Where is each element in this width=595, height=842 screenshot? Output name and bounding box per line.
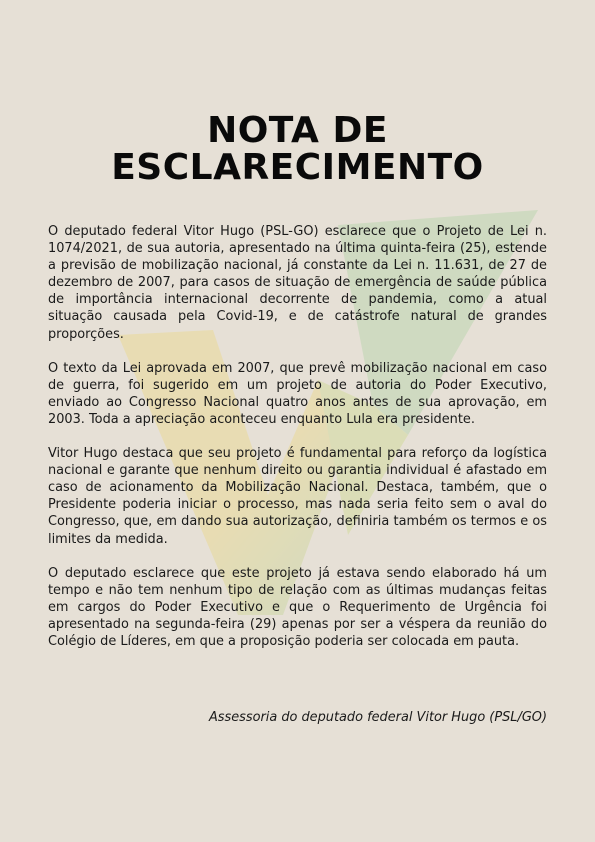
note-body — [48, 223, 547, 667]
signature: Assessoria do deputado federal Vitor Hugo (PSL/GO) — [208, 710, 547, 725]
paragraph-1: O deputado federal Vitor Hugo (PSL-GO) esclarece que o Projeto de Lei n. 1074/2021, de sua autoria, apresentado na última quinta-feira (25), estende a previsão de mobilização nacional, já constante da Lei n. 11.631, de 27 de dezembro de 2007, para casos de situação de emergência de saúde pública de importância internacional decorrente de pandemia, como a atual situação causada pela Covid-19, e de catástrofe natural de grandes proporções. — [48, 224, 547, 342]
paragraph-2: O texto da Lei aprovada em 2007, que prevê mobilização nacional em caso de guerra, foi sugerido em um projeto de autoria do Poder Executivo, enviado ao Congresso Nacional quatro anos antes de sua aprovação, em 2003. Toda a apreciação aconteceu enquanto Lula era presidente. — [48, 360, 547, 427]
title-line-2: ESCLARECIMENTO — [111, 147, 484, 188]
title-line-1: NOTA DE — [207, 110, 388, 151]
paragraph-3: Vitor Hugo destaca que seu projeto é fundamental para reforço da logística nacional e garante que nenhum direito ou garantia individual é afastado em caso de acionamento da Mobilização Nacional. Destaca, também, que o Presidente poderia iniciar o processo, mas nada seria feito sem o aval do Congresso, que, em dando sua autorização, definiria também os termos e os limites da medida. — [48, 446, 547, 547]
paragraph-4: O deputado esclarece que este projeto já estava sendo elaborado há um tempo e não tem nenhum tipo de relação com as últimas mudanças feitas em cargos do Poder Executivo e que o Requerimento de Urgência foi apresentado na segunda-feira (29) apenas por ser a véspera da reunião do Colégio de Líderes, em que a proposição poderia ser colocada em pauta. — [48, 565, 547, 649]
page-title — [0, 112, 595, 186]
